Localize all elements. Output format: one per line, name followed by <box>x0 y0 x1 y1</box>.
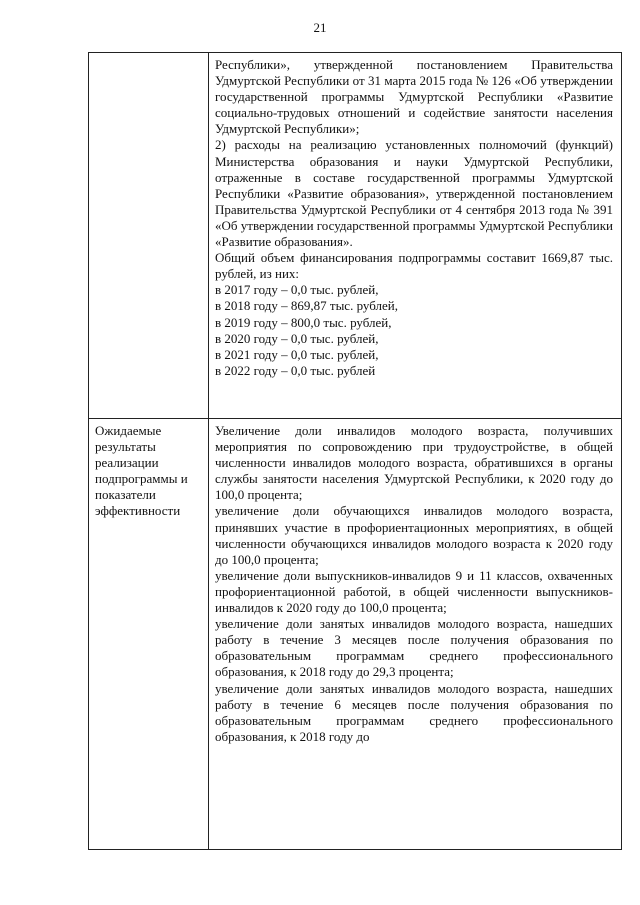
row-label-cell <box>89 53 209 418</box>
row-label-cell: Ожидаемые результаты реализации подпрограммы и показатели эффективности <box>89 419 209 849</box>
year-funding-line: в 2017 году – 0,0 тыс. рублей, <box>215 282 379 298</box>
page-number: 21 <box>313 20 327 35</box>
year-funding-line: в 2022 году – 0,0 тыс. рублей <box>215 362 376 378</box>
table-row <box>89 418 621 849</box>
indicator-paragraph: увеличение доли занятых инвалидов молодого возраста, нашедших работу в течение 6 месяцев после получения образования по образовательным программам среднего профессионального образования, к 2018 году до <box>215 680 613 744</box>
year-funding-line: в 2020 году – 0,0 тыс. рублей, <box>215 330 379 346</box>
year-funding-line: в 2021 году – 0,0 тыс. рублей, <box>215 346 379 362</box>
indicator-paragraph: увеличение доли выпускников-инвалидов 9 и 11 классов, охваченных профориентационной работой, в общей численности выпускников-инвалидов к 2020 году до 100,0 процента; <box>215 567 613 616</box>
row-content-cell <box>209 419 621 849</box>
text-paragraph: Общий объем финансирования подпрограммы составит 1669,87 тыс. рублей, из них: <box>215 250 613 282</box>
year-funding-line: в 2019 году – 800,0 тыс. рублей, <box>215 314 392 330</box>
year-funding-line: в 2018 году – 869,87 тыс. рублей, <box>215 298 398 314</box>
indicator-paragraph: увеличение доли занятых инвалидов молодого возраста, нашедших работу в течение 3 месяцев после получения образования по образовательным программам среднего профессионального образования, к 2018 году до 29,3 процента; <box>215 616 613 680</box>
row-content-cell <box>209 53 621 418</box>
passport-table <box>88 52 622 850</box>
indicator-paragraph: Увеличение доли инвалидов молодого возраста, получивших мероприятия по сопровождению при трудоустройстве, в общей численности инвалидов молодого возраста, обратившихся в органы службы занятости населения Удмуртской Республики, к 2020 году до 100,0 процента; <box>215 423 613 503</box>
indicator-paragraph: увеличение доли обучающихся инвалидов молодого возраста, принявших участие в профориентационных мероприятиях, в общей численности обучающихся инвалидов молодого возраста к 2020 году до 100,0 процента; <box>215 503 613 567</box>
text-paragraph: 2) расходы на реализацию установленных полномочий (функций) Министерства образования и науки Удмуртской Республики, отраженные в составе государственной программы Удмуртской Республики «Развитие образования», утвержденной постановлением Правительства Удмуртской Республики от 4 сентября 2013 года № 391 «Об утверждении государственной программы Удмуртской Республики «Развитие образования». <box>215 137 613 250</box>
table-row <box>89 53 621 418</box>
text-paragraph: Республики», утвержденной постановлением Правительства Удмуртской Республики от 31 марта 2015 года № 126 «Об утверждении государственной программы Удмуртской Республики «Развитие социально-трудовых отношений и содействие занятости населения Удмуртской Республики»; <box>215 57 613 137</box>
